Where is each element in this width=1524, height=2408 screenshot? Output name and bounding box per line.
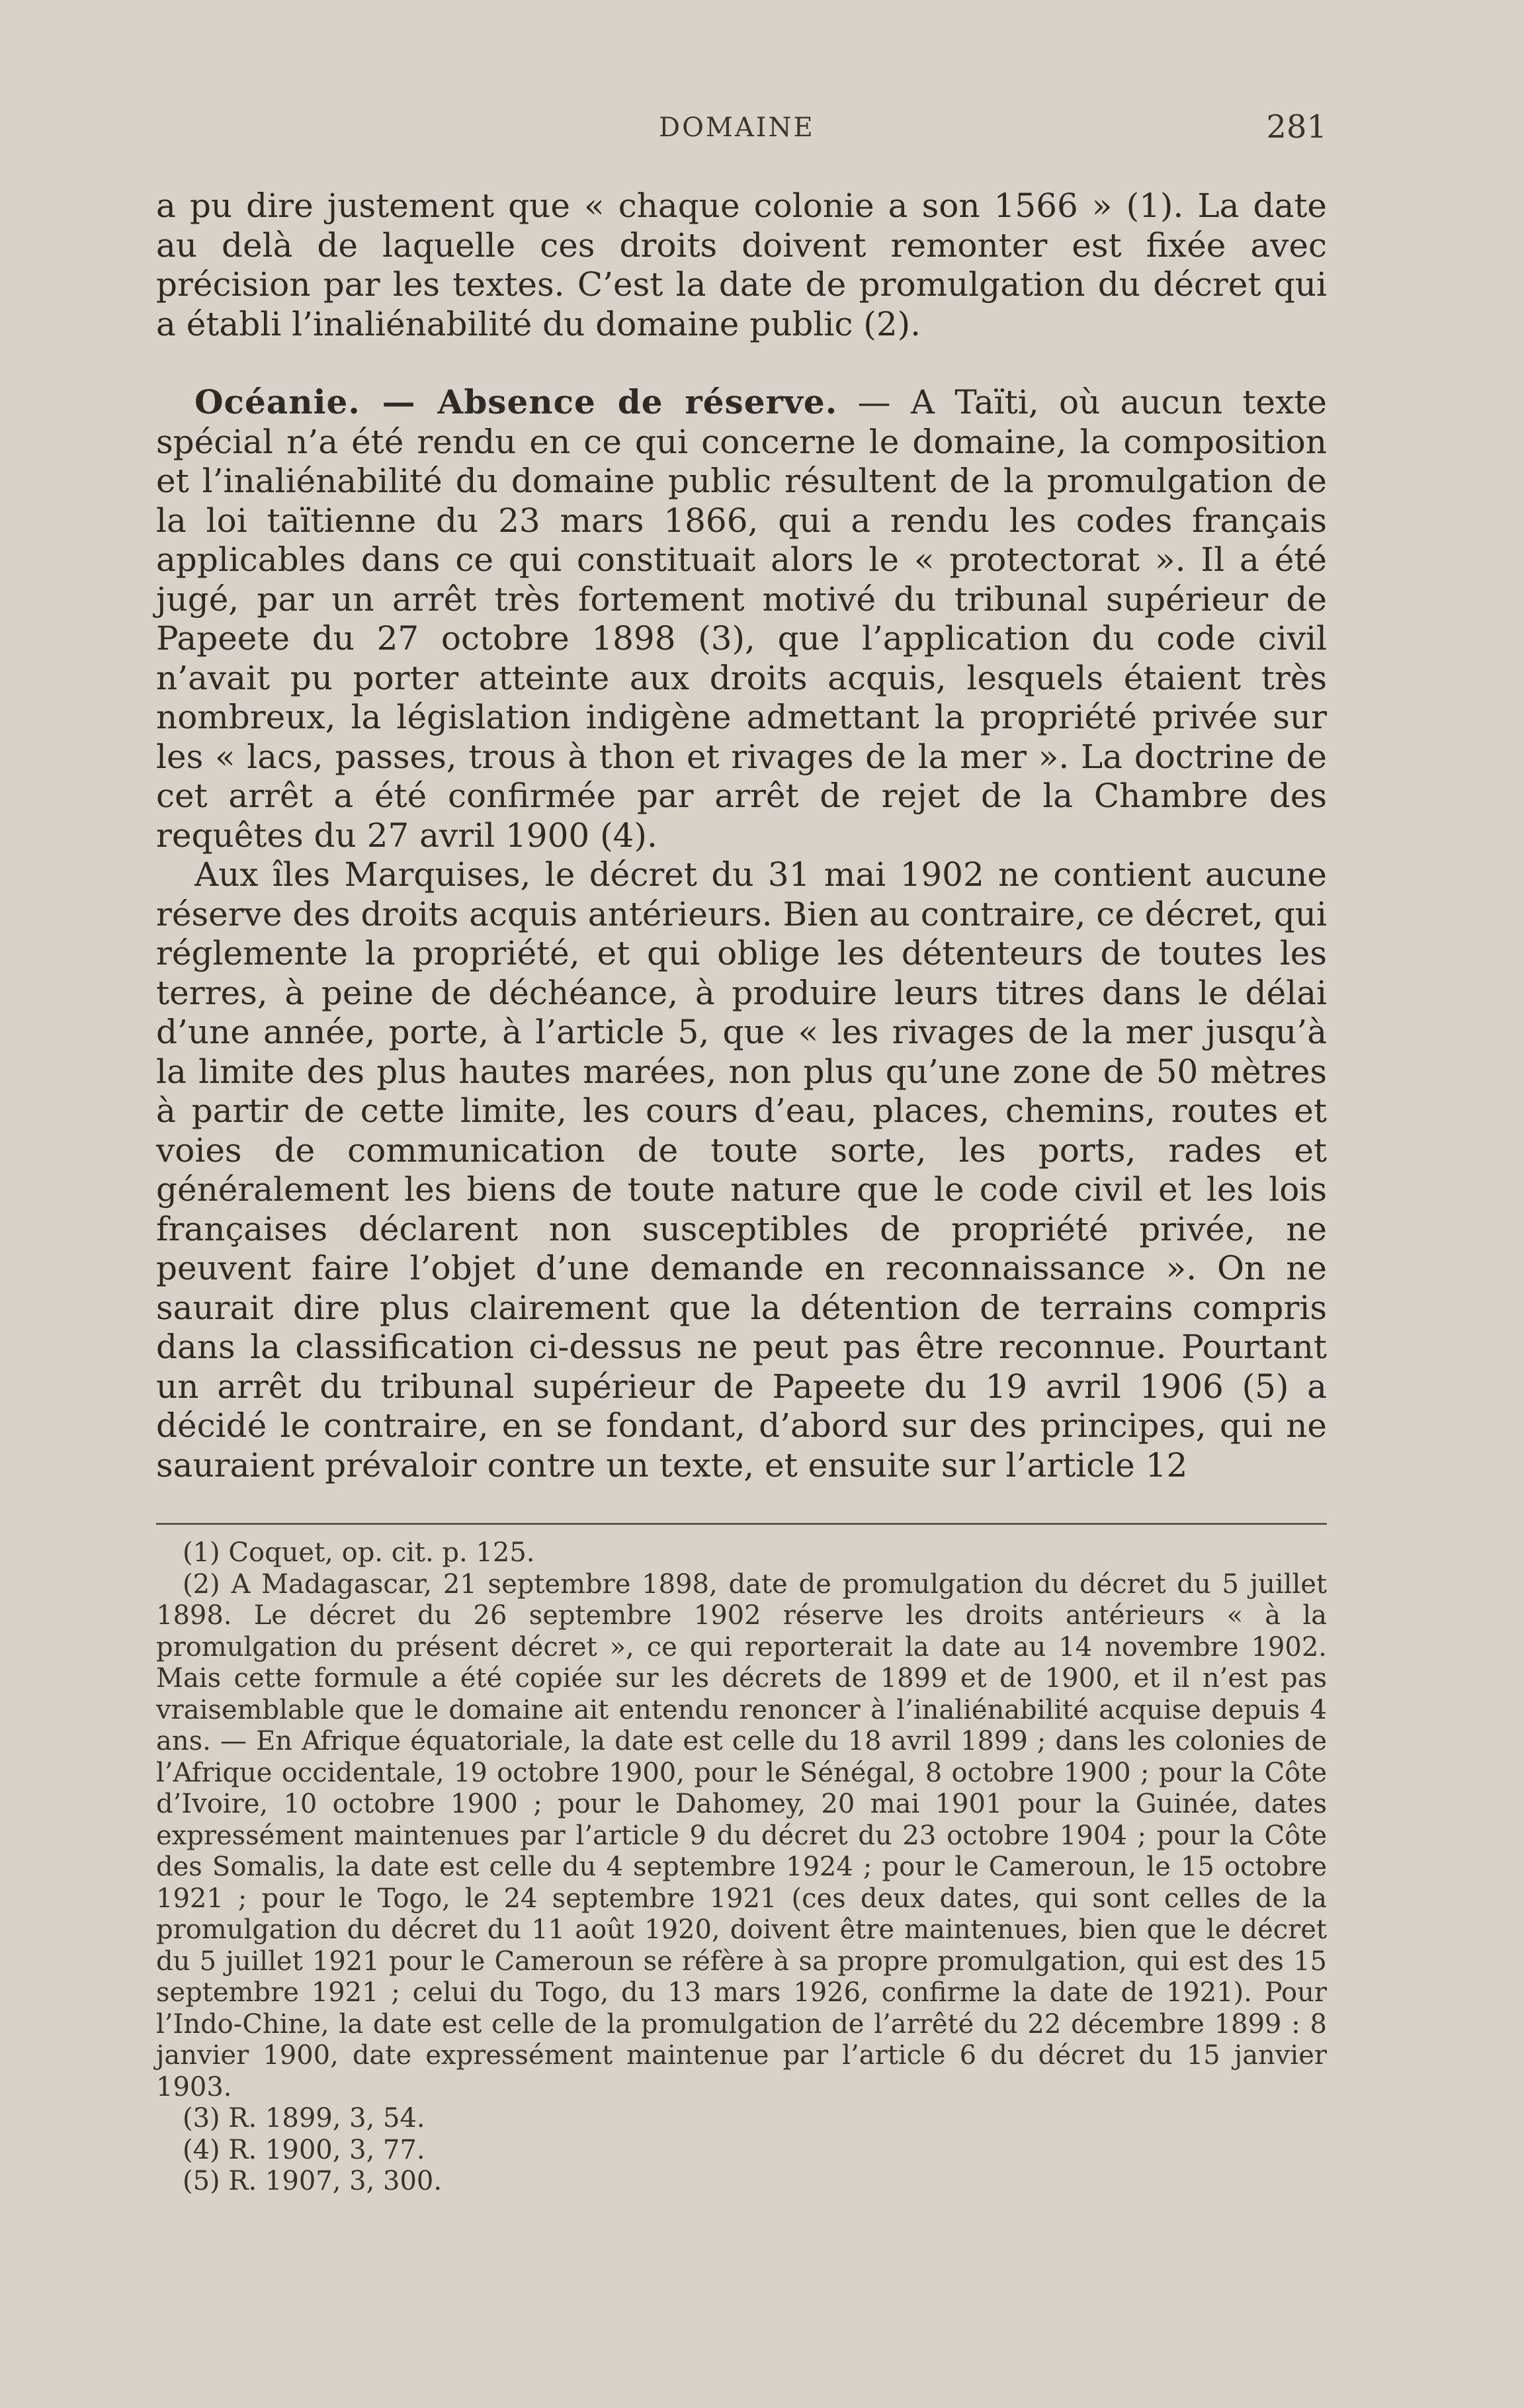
paragraph-oceanie	[156, 382, 1327, 855]
footnote-2: (2) A Madagascar, 21 septembre 1898, date de promulgation du décret du 5 juillet 1898. Le décret du 26 septembre 1902 réserve les droits antérieurs « à la promulgation du présent décret », ce qui reporterait la date au 14 novembre 1902. Mais cette formule a été copiée sur les décrets de 1899 et de 1900, et il n’est pas vraisemblable que le domaine ait entendu renoncer à l’inaliénabilité acquise depuis 4 ans. — En Afrique équatoriale, la date est celle du 18 avril 1899 ; dans les colonies de l’Afrique occidentale, 19 octobre 1900, pour le Sénégal, 8 octobre 1900 ; pour la Côte d’Ivoire, 10 octobre 1900 ; pour le Dahomey, 20 mai 1901 pour la Guinée, dates expressément maintenues par l’article 9 du décret du 23 octobre 1904 ; pour la Côte des Somalis, la date est celle du 4 septembre 1924 ; pour le Cameroun, le 15 octobre 1921 ; pour le Togo, le 24 septembre 1921 (ces deux dates, qui sont celles de la promulgation du décret du 11 août 1920, doivent être maintenues, bien que le décret du 5 juillet 1921 pour le Cameroun se réfère à sa propre promulgation, qui est des 15 septembre 1921 ; celui du Togo, du 13 mars 1926, confirme la date de 1921). Pour l’Indo-Chine, la date est celle de la promulgation de l’arrêté du 22 décembre 1899 : 8 janvier 1900, date expressément maintenue par l’article 6 du décret du 15 janvier 1903.	[156, 1569, 1327, 2102]
section-heading: Océanie. — Absence de réserve.	[194, 382, 838, 421]
paragraph-intro: a pu dire justement que « chaque colonie a son 1566 » (1). La date au delà de laquelle ces droits doivent remonter est fixée avec précision par les textes. C’est la date de promulgation du décret qui a établi l’inaliénabilité du domaine public (2).	[156, 187, 1327, 343]
footnotes	[156, 1537, 1327, 2198]
footnote-4: (4) R. 1900, 3, 77.	[183, 2134, 425, 2165]
running-title: DOMAINE	[659, 112, 815, 143]
footnote-divider	[156, 1523, 1327, 1525]
paragraph-marquises: Aux îles Marquises, le décret du 31 mai 1902 ne contient aucune réserve des droits acquis antérieurs. Bien au contraire, ce décret, qui réglemente la propriété, et qui oblige les détenteurs de toutes les terres, à peine de déchéance, à produire leurs titres dans le délai d’une année, porte, à l’article 5, que « les rivages de la mer jusqu’à la limite des plus hautes marées, non plus qu’une zone de 50 mètres à partir de cette limite, les cours d’eau, places, chemins, routes et voies de communication de toute sorte, les ports, rades et généralement les biens de toute nature que le code civil et les lois françaises déclarent non susceptibles de propriété privée, ne peuvent faire l’objet d’une demande en reconnaissance ». On ne saurait dire plus clairement que la détention de terrains compris dans la classification ci-dessus ne peut pas être reconnue. Pourtant un arrêt du tribunal supérieur de Papeete du 19 avril 1906 (5) a décidé le contraire, en se fondant, d’abord sur des principes, qui ne sauraient prévaloir contre un texte, et ensuite sur l’article 12	[156, 855, 1327, 1484]
footnote-5: (5) R. 1907, 3, 300.	[183, 2166, 443, 2196]
main-text	[156, 187, 1327, 1485]
page-number: 281	[1266, 108, 1327, 146]
running-head	[156, 108, 1327, 152]
paragraph-oceanie-text: — A Taïti, où aucun texte spécial n’a été rendu en ce qui concerne le domaine, la composition et l’inaliénabilité du domaine public résultent de la promulgation de la loi taïtienne du 23 mars 1866, qui a rendu les codes français applicables dans ce qui constituait alors le « protectorat ». Il a été jugé, par un arrêt très fortement motivé du tribunal supérieur de Papeete du 27 octobre 1898 (3), que l’application du code civil n’avait pu porter atteinte aux droits acquis, lesquels étaient très nombreux, la législation indigène admettant la propriété privée sur les « lacs, passes, trous à thon et rivages de la mer ». La doctrine de cet arrêt a été confirmée par arrêt de rejet de la Chambre des requêtes du 27 avril 1900 (4).	[156, 383, 1327, 855]
footnote-3: (3) R. 1899, 3, 54.	[183, 2103, 425, 2133]
footnote-1: (1) Coquet, op. cit. p. 125.	[183, 1537, 535, 1568]
